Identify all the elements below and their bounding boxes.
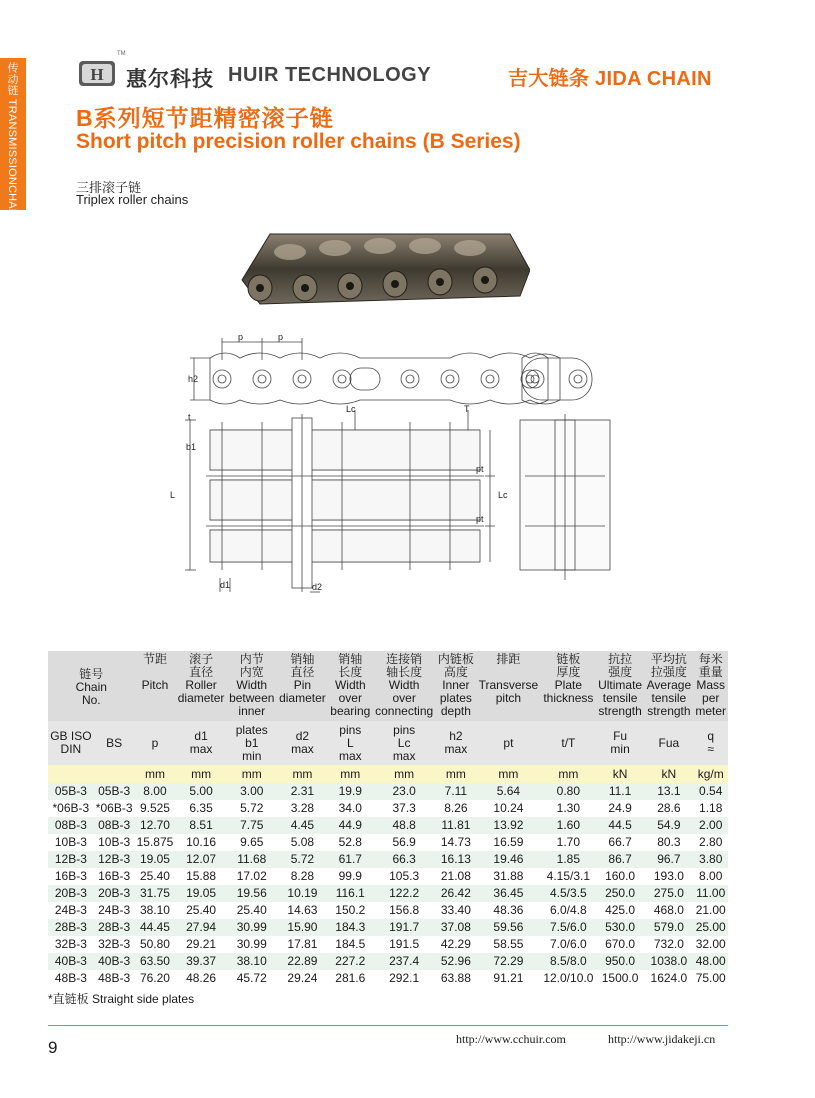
unit-cell: kg/m bbox=[693, 765, 728, 783]
table-cell: 17.81 bbox=[287, 937, 318, 951]
column-symbol: plates b1 min bbox=[227, 721, 277, 765]
table-cell: 12B-3 bbox=[94, 851, 135, 868]
side-tab-label: 传动链 TRANSMISSIONCHAINS bbox=[6, 62, 18, 228]
unit-cell: mm bbox=[135, 765, 176, 783]
table-cell: 56.9 bbox=[392, 835, 416, 849]
table-cell: 19.56 bbox=[227, 885, 277, 902]
table-cell: 40B-3 bbox=[94, 953, 135, 970]
table-cell: 72.29 bbox=[476, 953, 541, 970]
trademark-mark: TM bbox=[117, 51, 126, 57]
table-cell: 13.92 bbox=[476, 817, 541, 834]
table-units-row bbox=[48, 765, 728, 783]
table-cell: 11.1 bbox=[596, 783, 645, 800]
table-cell: 20B-3 bbox=[48, 885, 94, 902]
table-cell: 25.40 bbox=[139, 869, 170, 883]
column-header: 抗拉 强度 Ultimate tensile strength bbox=[596, 651, 645, 721]
table-cell: 184.3 bbox=[328, 919, 372, 936]
table-cell: 0.80 bbox=[541, 783, 596, 800]
table-cell: 2.80 bbox=[699, 835, 723, 849]
column-symbol: BS bbox=[94, 721, 135, 765]
table-header-row bbox=[48, 651, 728, 721]
table-cell: 32B-3 bbox=[54, 937, 87, 951]
table-cell: 30.99 bbox=[227, 919, 277, 936]
table-cell: 10B-3 bbox=[54, 835, 87, 849]
table-cell: 29.21 bbox=[186, 937, 217, 951]
table-cell: 44.5 bbox=[596, 817, 645, 834]
table-cell: 20B-3 bbox=[94, 885, 135, 902]
table-cell: 8.5/8.0 bbox=[541, 953, 596, 970]
brand-name-en: HUIR TECHNOLOGY bbox=[228, 64, 432, 86]
unit-cell bbox=[48, 765, 94, 783]
table-cell: 22.89 bbox=[277, 953, 328, 970]
table-cell: 61.7 bbox=[328, 851, 372, 868]
section-subtitle-en: Triplex roller chains bbox=[76, 192, 189, 207]
table-cell: 670.0 bbox=[605, 937, 636, 951]
table-cell: 468.0 bbox=[653, 903, 684, 917]
table-cell: 7.75 bbox=[227, 817, 277, 834]
table-cell: 11.68 bbox=[227, 851, 277, 868]
table-row bbox=[48, 817, 728, 834]
table-cell: 8.51 bbox=[175, 817, 226, 834]
table-cell: 3.80 bbox=[693, 851, 728, 868]
table-cell: 732.0 bbox=[653, 937, 684, 951]
table-cell: 11.81 bbox=[436, 817, 476, 834]
unit-cell bbox=[94, 765, 135, 783]
table-cell: 91.21 bbox=[493, 971, 524, 985]
table-cell: 950.0 bbox=[596, 953, 645, 970]
table-cell: 275.0 bbox=[644, 885, 693, 902]
table-cell: 2.31 bbox=[277, 783, 328, 800]
table-cell: 36.45 bbox=[476, 885, 541, 902]
table-row bbox=[48, 936, 728, 953]
table-cell: 28.6 bbox=[657, 801, 681, 815]
chain-plan-view bbox=[185, 410, 495, 592]
column-symbol: t/T bbox=[541, 721, 596, 765]
table-cell: 08B-3 bbox=[48, 817, 94, 834]
table-cell: 32.00 bbox=[695, 937, 726, 951]
svg-text:H: H bbox=[90, 65, 104, 84]
spec-table bbox=[48, 651, 728, 987]
table-cell: 10B-3 bbox=[98, 835, 131, 849]
table-cell: 4.15/3.1 bbox=[546, 869, 591, 883]
table-cell: 40B-3 bbox=[48, 953, 94, 970]
table-cell: 3.28 bbox=[290, 801, 315, 815]
table-cell: 52.96 bbox=[436, 953, 476, 970]
unit-cell: mm bbox=[227, 765, 277, 783]
table-cell: 9.525 bbox=[139, 801, 170, 815]
table-cell: 15.90 bbox=[277, 919, 328, 936]
unit-cell: mm bbox=[436, 765, 476, 783]
table-cell: 7.11 bbox=[436, 783, 476, 800]
table-cell: 28B-3 bbox=[94, 919, 135, 936]
column-header: 排距 Transverse pitch bbox=[476, 651, 541, 721]
table-cell: 30.99 bbox=[236, 937, 267, 951]
table-cell: 8.26 bbox=[444, 801, 468, 815]
table-cell: 25.00 bbox=[693, 919, 728, 936]
table-cell: 250.0 bbox=[596, 885, 645, 902]
label-d1: d1 bbox=[220, 580, 231, 590]
table-cell: 8.00 bbox=[135, 783, 176, 800]
table-cell: 48B-3 bbox=[98, 971, 131, 985]
table-cell: 7.5/6.0 bbox=[541, 919, 596, 936]
chain-profile-view bbox=[520, 414, 610, 580]
table-cell: 8.00 bbox=[699, 869, 723, 883]
table-cell: 24B-3 bbox=[98, 903, 131, 917]
table-cell: 193.0 bbox=[653, 869, 684, 883]
table-cell: 26.42 bbox=[436, 885, 476, 902]
table-cell: 13.1 bbox=[644, 783, 693, 800]
label-p-1: p bbox=[238, 332, 244, 342]
side-category-tab bbox=[0, 58, 26, 228]
chain-dimension-drawing bbox=[150, 330, 620, 605]
table-cell: 16.59 bbox=[493, 835, 524, 849]
table-cell: 12.07 bbox=[175, 851, 226, 868]
table-cell: 160.0 bbox=[605, 869, 636, 883]
table-cell: 191.5 bbox=[389, 937, 420, 951]
table-cell: 10.16 bbox=[186, 835, 217, 849]
label-h2: h2 bbox=[188, 374, 199, 384]
table-cell: 1.60 bbox=[541, 817, 596, 834]
unit-cell: mm bbox=[372, 765, 435, 783]
table-cell: 34.0 bbox=[338, 801, 362, 815]
table-cell: 15.875 bbox=[136, 835, 174, 849]
table-cell: 6.0/4.8 bbox=[550, 903, 587, 917]
table-row bbox=[48, 783, 728, 800]
table-cell: 1.85 bbox=[541, 851, 596, 868]
table-cell: 8.28 bbox=[290, 869, 315, 883]
table-cell: 425.0 bbox=[605, 903, 636, 917]
column-symbol: pins L max bbox=[328, 721, 372, 765]
table-cell: 16B-3 bbox=[98, 869, 131, 883]
huir-logo-icon bbox=[78, 58, 120, 88]
table-cell: 66.7 bbox=[608, 835, 632, 849]
column-header: 每米 重量 Mass per meter bbox=[693, 651, 728, 721]
column-symbol: Fua bbox=[644, 721, 693, 765]
unit-cell: mm bbox=[541, 765, 596, 783]
table-cell: 37.3 bbox=[392, 801, 416, 815]
column-header: 内链板 高度 Inner plates depth bbox=[436, 651, 476, 721]
table-cell: 1038.0 bbox=[644, 953, 693, 970]
table-cell: 2.00 bbox=[693, 817, 728, 834]
table-cell: 10.24 bbox=[493, 801, 524, 815]
table-cell: 86.7 bbox=[596, 851, 645, 868]
table-cell: 105.3 bbox=[389, 869, 420, 883]
column-header: 销轴 直径 Pin diameter bbox=[277, 651, 328, 721]
table-cell: 227.2 bbox=[328, 953, 372, 970]
column-header: 滚子 直径 Roller diameter bbox=[175, 651, 226, 721]
table-cell: 33.40 bbox=[440, 903, 471, 917]
table-cell: 75.00 bbox=[695, 971, 726, 985]
table-cell: 42.29 bbox=[440, 937, 471, 951]
unit-cell: mm bbox=[277, 765, 328, 783]
table-cell: 5.72 bbox=[277, 851, 328, 868]
table-cell: 48.00 bbox=[693, 953, 728, 970]
website-link-jidakeji[interactable]: http://www.jidakeji.cn bbox=[608, 1032, 716, 1046]
column-header: 链号 Chain No. bbox=[48, 651, 135, 721]
table-cell: 16B-3 bbox=[54, 869, 87, 883]
column-symbol: p bbox=[135, 721, 176, 765]
table-cell: 21.00 bbox=[695, 903, 726, 917]
footnote: *直链板 Straight side plates bbox=[48, 992, 195, 1006]
table-cell: 292.1 bbox=[389, 971, 420, 985]
table-cell: 12.0/10.0 bbox=[543, 971, 594, 985]
website-link-cchuir[interactable]: http://www.cchuir.com bbox=[456, 1032, 566, 1046]
column-header: 连接销 轴长度 Width over connecting bbox=[372, 651, 435, 721]
label-b1: b1 bbox=[186, 442, 197, 452]
table-cell: 19.9 bbox=[328, 783, 372, 800]
table-cell: 15.88 bbox=[186, 869, 217, 883]
table-row bbox=[48, 885, 728, 902]
table-symbol-row bbox=[48, 721, 728, 765]
table-cell: 44.9 bbox=[328, 817, 372, 834]
table-cell: 19.46 bbox=[476, 851, 541, 868]
column-symbol: d2 max bbox=[277, 721, 328, 765]
table-cell: 116.1 bbox=[328, 885, 372, 902]
table-cell: 1.30 bbox=[556, 801, 581, 815]
table-cell: 25.40 bbox=[236, 903, 267, 917]
table-cell: 63.50 bbox=[135, 953, 176, 970]
table-cell: 48.26 bbox=[186, 971, 217, 985]
page-title-cn: B系列短节距精密滚子链 bbox=[76, 105, 334, 131]
column-symbol: pins Lc max bbox=[372, 721, 435, 765]
table-cell: 10.19 bbox=[277, 885, 328, 902]
label-d2: d2 bbox=[312, 582, 323, 592]
table-cell: 237.4 bbox=[372, 953, 435, 970]
label-T: T bbox=[464, 404, 470, 414]
table-cell: 3.00 bbox=[227, 783, 277, 800]
table-cell: 156.8 bbox=[389, 903, 420, 917]
table-cell: 1.70 bbox=[556, 835, 581, 849]
unit-cell: mm bbox=[476, 765, 541, 783]
jida-chain-brand: 吉大链条 JIDA CHAIN bbox=[508, 68, 712, 90]
table-cell: 7.0/6.0 bbox=[550, 937, 587, 951]
table-cell: 5.64 bbox=[476, 783, 541, 800]
table-cell: 1624.0 bbox=[650, 971, 688, 985]
table-cell: 23.0 bbox=[372, 783, 435, 800]
column-symbol: d1 max bbox=[175, 721, 226, 765]
column-header: 内节 内宽 Width between inner bbox=[227, 651, 277, 721]
column-symbol: h2 max bbox=[436, 721, 476, 765]
label-Lc-side: Lc bbox=[498, 490, 508, 500]
table-cell: 37.08 bbox=[436, 919, 476, 936]
column-symbol: pt bbox=[476, 721, 541, 765]
triplex-chain-photo bbox=[230, 222, 530, 314]
table-cell: 184.5 bbox=[335, 937, 366, 951]
unit-cell: mm bbox=[328, 765, 372, 783]
table-cell: 45.72 bbox=[236, 971, 267, 985]
table-row bbox=[48, 851, 728, 868]
table-cell: 29.24 bbox=[287, 971, 318, 985]
table-cell: 530.0 bbox=[596, 919, 645, 936]
label-Lc: Lc bbox=[346, 404, 356, 414]
table-cell: 16.13 bbox=[436, 851, 476, 868]
table-cell: 31.88 bbox=[493, 869, 524, 883]
table-cell: *06B-3 bbox=[95, 801, 133, 815]
table-cell: 5.08 bbox=[290, 835, 315, 849]
table-cell: 281.6 bbox=[335, 971, 366, 985]
table-cell: 191.7 bbox=[372, 919, 435, 936]
table-cell: 14.73 bbox=[440, 835, 471, 849]
table-cell: 48.8 bbox=[372, 817, 435, 834]
table-cell: 32B-3 bbox=[98, 937, 131, 951]
column-symbol: GB ISO DIN bbox=[48, 721, 94, 765]
table-cell: 24B-3 bbox=[54, 903, 87, 917]
table-cell: 19.05 bbox=[135, 851, 176, 868]
table-cell: 38.10 bbox=[227, 953, 277, 970]
table-cell: 0.54 bbox=[693, 783, 728, 800]
table-cell: 05B-3 bbox=[94, 783, 135, 800]
table-cell: 76.20 bbox=[139, 971, 170, 985]
column-header: 节距 Pitch bbox=[135, 651, 176, 721]
brand-name-cn: 惠尔科技 bbox=[126, 68, 214, 91]
table-cell: 80.3 bbox=[657, 835, 681, 849]
table-cell: 579.0 bbox=[644, 919, 693, 936]
table-cell: 21.08 bbox=[440, 869, 471, 883]
table-cell: 1.18 bbox=[699, 801, 723, 815]
table-cell: 5.00 bbox=[175, 783, 226, 800]
table-cell: 1500.0 bbox=[601, 971, 639, 985]
table-cell: 6.35 bbox=[189, 801, 213, 815]
table-cell: 12B-3 bbox=[48, 851, 94, 868]
unit-cell: kN bbox=[596, 765, 645, 783]
table-row bbox=[48, 953, 728, 970]
table-cell: 9.65 bbox=[240, 835, 264, 849]
table-cell: 48.36 bbox=[493, 903, 524, 917]
table-cell: 27.94 bbox=[175, 919, 226, 936]
table-row bbox=[48, 834, 728, 851]
page-number: 9 bbox=[48, 1038, 58, 1057]
table-cell: 19.05 bbox=[175, 885, 226, 902]
table-cell: 5.72 bbox=[240, 801, 264, 815]
table-row bbox=[48, 800, 728, 817]
table-cell: 25.40 bbox=[186, 903, 217, 917]
table-cell: 12.70 bbox=[135, 817, 176, 834]
table-cell: 122.2 bbox=[372, 885, 435, 902]
table-cell: 66.3 bbox=[372, 851, 435, 868]
table-cell: 14.63 bbox=[287, 903, 318, 917]
table-cell: 52.8 bbox=[338, 835, 362, 849]
table-cell: 54.9 bbox=[644, 817, 693, 834]
chain-side-view bbox=[190, 338, 560, 404]
table-cell: 17.02 bbox=[236, 869, 267, 883]
table-row bbox=[48, 902, 728, 919]
label-t: t bbox=[188, 412, 191, 422]
unit-cell: mm bbox=[175, 765, 226, 783]
label-p-2: p bbox=[278, 332, 284, 342]
label-pt-1: pt bbox=[476, 464, 484, 474]
table-cell: 24.9 bbox=[608, 801, 632, 815]
table-cell: 50.80 bbox=[139, 937, 170, 951]
table-cell: 38.10 bbox=[139, 903, 170, 917]
column-symbol: q ≈ bbox=[693, 721, 728, 765]
table-cell: 99.9 bbox=[338, 869, 362, 883]
table-cell: 31.75 bbox=[135, 885, 176, 902]
unit-cell: kN bbox=[644, 765, 693, 783]
column-header: 销轴 长度 Width over bearing bbox=[328, 651, 372, 721]
table-cell: *06B-3 bbox=[52, 801, 90, 815]
table-cell: 4.5/3.5 bbox=[541, 885, 596, 902]
table-cell: 4.45 bbox=[277, 817, 328, 834]
table-row bbox=[48, 919, 728, 936]
section-subtitle-cn: 三排滚子链 bbox=[76, 180, 142, 195]
column-symbol: Fu min bbox=[596, 721, 645, 765]
table-cell: 28B-3 bbox=[48, 919, 94, 936]
table-cell: 96.7 bbox=[644, 851, 693, 868]
table-cell: 11.00 bbox=[693, 885, 728, 902]
table-cell: 05B-3 bbox=[48, 783, 94, 800]
table-cell: 48B-3 bbox=[54, 971, 87, 985]
table-cell: 59.56 bbox=[476, 919, 541, 936]
chain-end-view bbox=[522, 353, 592, 404]
table-row bbox=[48, 970, 728, 987]
footer-divider bbox=[48, 1025, 728, 1026]
table-cell: 63.88 bbox=[440, 971, 471, 985]
page-title-en: Short pitch precision roller chains (B Series) bbox=[76, 130, 521, 153]
table-cell: 150.2 bbox=[335, 903, 366, 917]
table-cell: 44.45 bbox=[135, 919, 176, 936]
table-cell: 39.37 bbox=[175, 953, 226, 970]
table-cell: 58.55 bbox=[493, 937, 524, 951]
column-header: 平均抗 拉强度 Average tensile strength bbox=[644, 651, 693, 721]
label-pt-2: pt bbox=[476, 514, 484, 524]
table-cell: 08B-3 bbox=[94, 817, 135, 834]
column-header: 链板 厚度 Plate thickness bbox=[541, 651, 596, 721]
label-L: L bbox=[170, 490, 176, 500]
table-row bbox=[48, 868, 728, 885]
